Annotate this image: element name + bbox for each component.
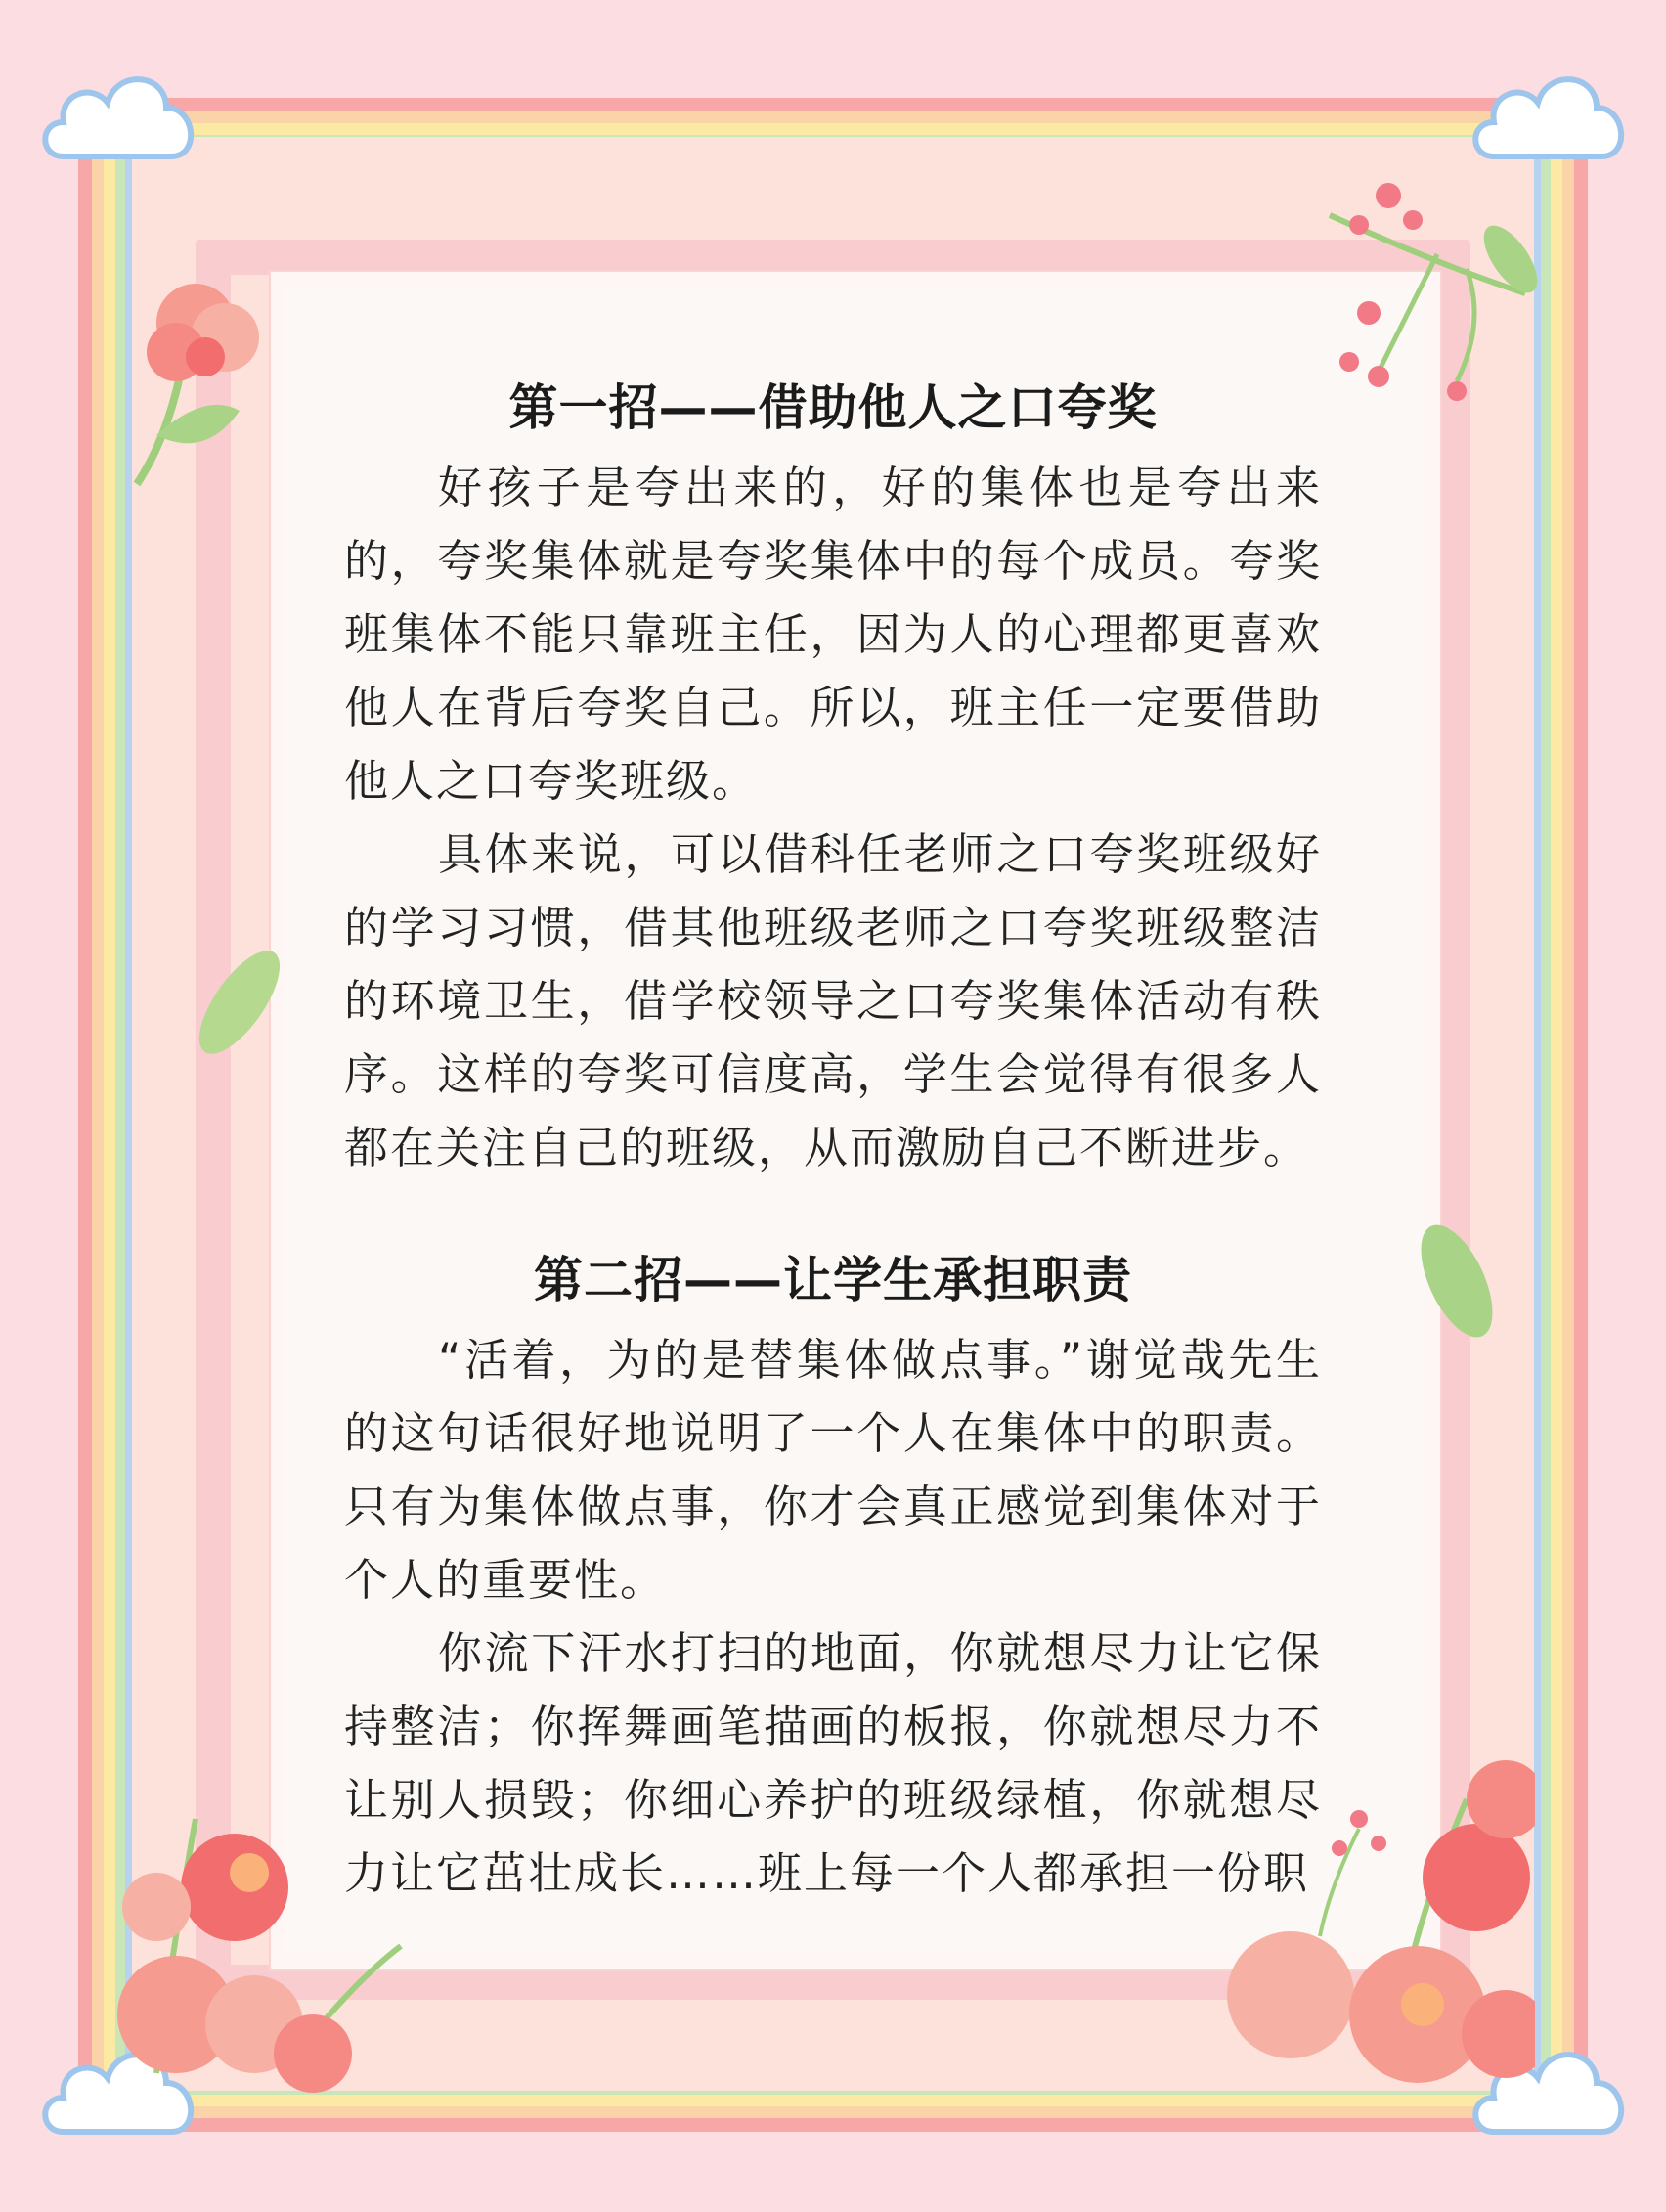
article-body [344, 376, 1322, 1910]
leaf-icon [1408, 1213, 1506, 1349]
berry-branch-icon [1320, 176, 1545, 401]
paragraph: 你流下汗水打扫的地面，你就想尽力让它保持整洁；你挥舞画笔描画的板报，你就想尽力不让别人损毁；你细心养护的班级绿植，你就想尽力让它茁壮成长……班上每一个人都承担一份职 [344, 1627, 1322, 1899]
cloud-icon [34, 54, 205, 181]
cloud-icon [1465, 54, 1636, 181]
paragraph: 好孩子是夸出来的，好的集体也是夸出来的，夸奖集体就是夸奖集体中的每个成员。夸奖班集体不能只靠班主任，因为人的心理都更喜欢他人在背后夸奖自己。所以，班主任一定要借助他人之口夸奖班级。 [344, 462, 1322, 807]
section-heading: 第一招——借助他人之口夸奖 [508, 379, 1158, 436]
paragraph: 具体来说，可以借科任老师之口夸奖班级好的学习习惯，借其他班级老师之口夸奖班级整洁的环境卫生，借学校领导之口夸奖集体活动有秩序。这样的夸奖可信度高，学生会觉得有很多人都在关注自己的班级，从而激励自己不断进步。 [344, 828, 1322, 1173]
paragraph: “活着，为的是替集体做点事。”谢觉哉先生的这句话很好地说明了一个人在集体中的职责。只有为集体做点事，你才会真正感觉到集体对于个人的重要性。 [344, 1334, 1322, 1606]
section-heading: 第二招——让学生承担职责 [534, 1252, 1132, 1308]
flower-icon [127, 264, 293, 489]
leaf-icon [186, 939, 293, 1066]
